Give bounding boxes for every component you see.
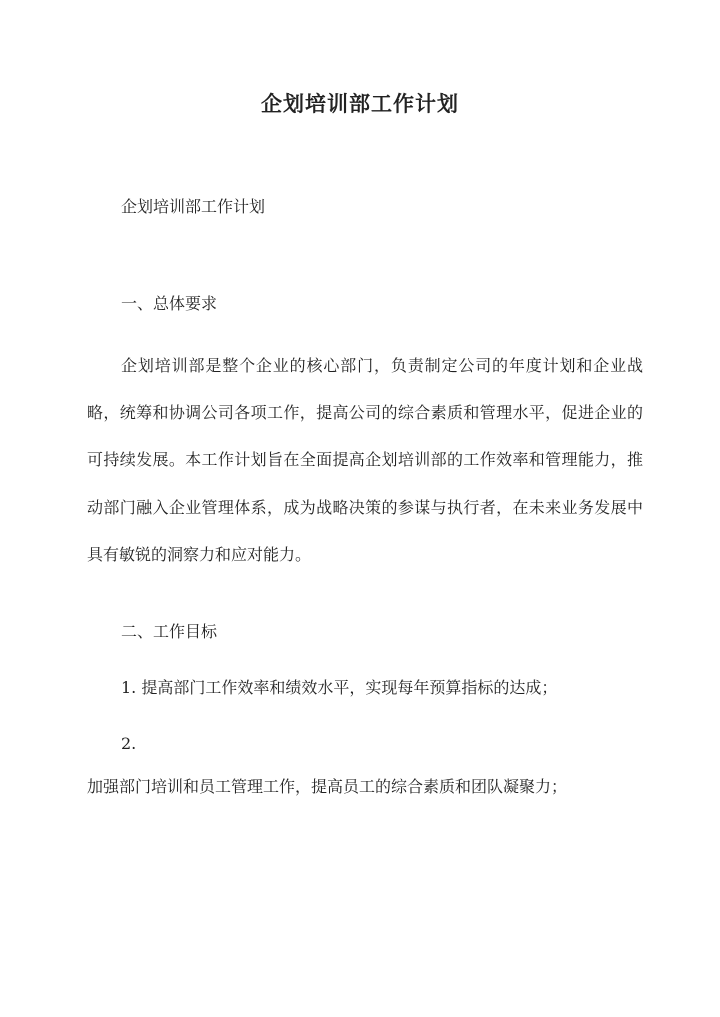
goal-item-2-text: 加强部门培训和员工管理工作，提高员工的综合素质和团队凝聚力； xyxy=(87,777,568,796)
goal-item-2-number: 2. xyxy=(121,734,137,753)
section-2-heading: 二、工作目标 xyxy=(121,622,218,641)
document-subtitle: 企划培训部工作计划 xyxy=(121,197,266,216)
goal-item-1 xyxy=(121,676,557,700)
section-1-paragraph: 企划培训部是整个企业的核心部门，负责制定公司的年度计划和企业战略，统筹和协调公司各项工作，提高公司的综合素质和管理水平，促进企业的可持续发展。本工作计划旨在全面提高企划培训部的工作效率和管理能力，推动部门融入企业管理体系，成为战略决策的参谋与执行者，在未来业务发展中具有敏锐的洞察力和应对能力。 xyxy=(87,356,643,564)
section-1-heading: 一、总体要求 xyxy=(121,294,218,313)
document-title: 企划培训部工作计划 xyxy=(261,91,459,116)
goal-item-number: 1. xyxy=(121,678,137,697)
goal-item-text: 提高部门工作效率和绩效水平，实现每年预算指标的达成； xyxy=(141,678,558,697)
